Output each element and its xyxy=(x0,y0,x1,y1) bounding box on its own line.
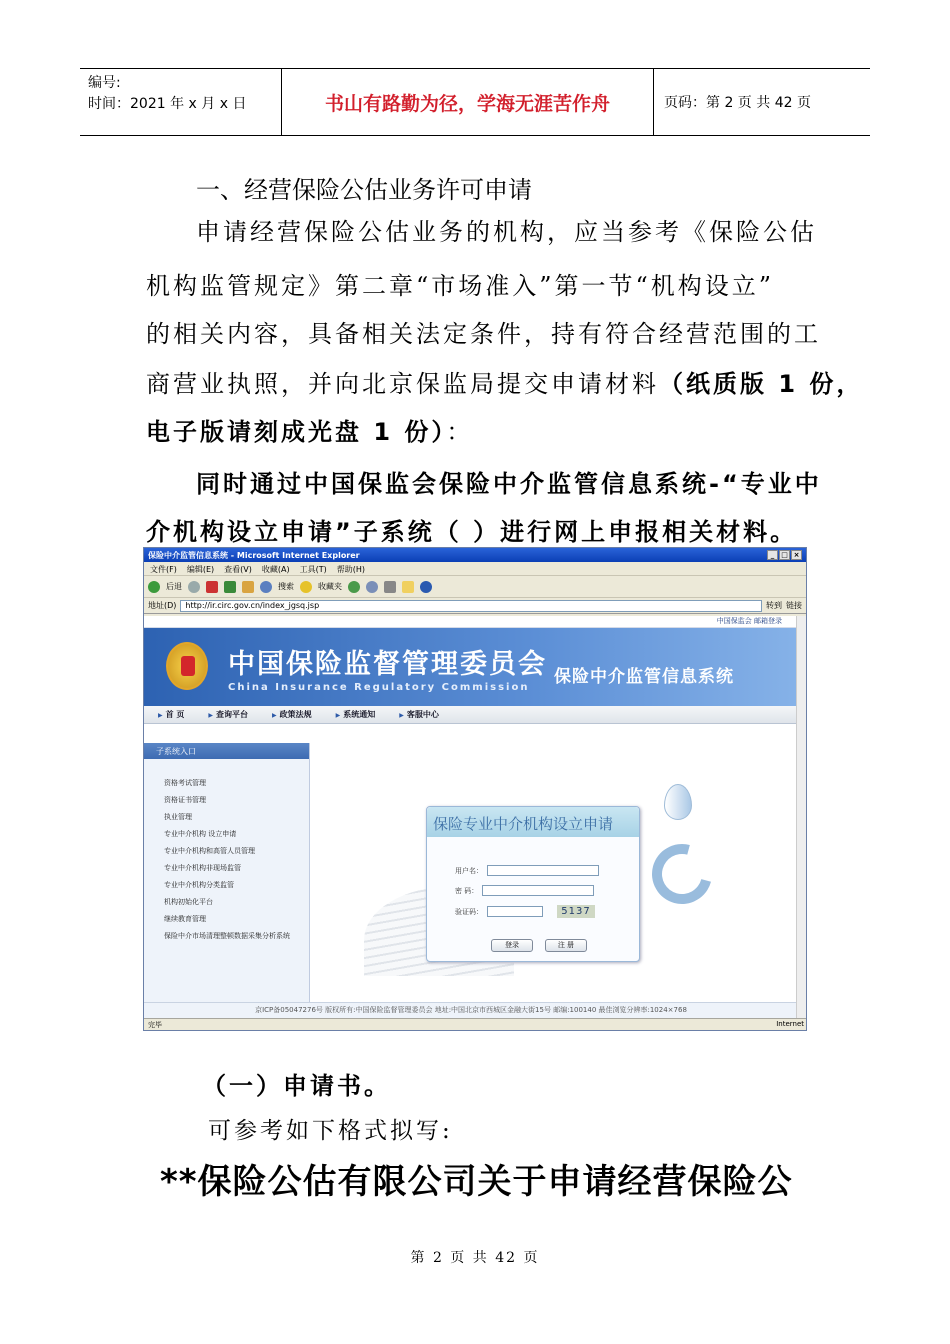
para2-line1: 同时通过中国保监会保险中介监管信息系统-“专业中 xyxy=(196,470,822,498)
login-button[interactable]: 登录 xyxy=(491,939,533,952)
links-label[interactable]: 链接 xyxy=(786,601,802,610)
username-input[interactable] xyxy=(487,865,599,876)
para1-line5-bold: 电子版请刻成光盘 1 份） xyxy=(146,418,447,446)
nav-service[interactable]: ▶ 客服中心 xyxy=(399,709,439,720)
national-emblem-icon xyxy=(166,642,208,690)
nav-notice[interactable]: ▶ 系统通知 xyxy=(336,709,376,720)
nav-home[interactable]: ▶ 首 页 xyxy=(158,709,184,720)
sidebar-item[interactable]: 资格证书管理 xyxy=(164,796,206,804)
address-bar xyxy=(144,598,806,614)
captcha-label: 验证码： xyxy=(455,907,483,916)
menu-bar xyxy=(144,562,806,576)
para1-line5 xyxy=(146,412,473,447)
maximize-icon[interactable]: □ xyxy=(779,550,790,560)
close-icon[interactable]: × xyxy=(791,550,802,560)
password-label: 密 码： xyxy=(455,886,479,895)
folder-icon[interactable] xyxy=(402,581,414,593)
status-text: 完毕 xyxy=(148,1021,162,1029)
para3: 可参考如下格式拟写: xyxy=(208,1118,453,1144)
top-links[interactable]: 中国保监会 邮箱登录 xyxy=(144,616,798,628)
page-header xyxy=(80,68,870,136)
window-controls xyxy=(766,550,802,560)
browser-statusbar xyxy=(144,1018,807,1030)
nav-query[interactable]: ▶ 查询平台 xyxy=(208,709,248,720)
sidebar-list xyxy=(144,759,309,945)
favorites-label[interactable]: 收藏夹 xyxy=(318,582,342,591)
sidebar-item[interactable]: 专业中介机构 设立申请 xyxy=(164,830,237,838)
menu-favorites[interactable]: 收藏(A) xyxy=(261,565,290,574)
balloon-icon xyxy=(664,784,692,820)
password-row xyxy=(455,885,594,896)
minimize-icon[interactable]: _ xyxy=(767,550,778,560)
history-icon[interactable] xyxy=(348,581,360,593)
status-zone: Internet xyxy=(776,1020,804,1028)
header-number: 编号: xyxy=(88,75,121,91)
header-motto: 书山有路勤为径，学海无涯苦作舟 xyxy=(282,69,654,135)
favorites-icon[interactable] xyxy=(300,581,312,593)
sidebar-item[interactable]: 继续教育管理 xyxy=(164,915,206,923)
site-banner xyxy=(144,628,798,706)
para1-line4 xyxy=(146,364,863,399)
ie-logo-icon xyxy=(641,833,723,915)
subsystem-sidebar xyxy=(144,743,310,1018)
page-viewport xyxy=(144,616,798,1018)
para1-line2: 机构监管规定》第二章“市场准入”第一节“机构设立” xyxy=(146,272,775,300)
browser-screenshot xyxy=(143,547,807,1031)
section-heading: 一、经营保险公估业务许可申请 xyxy=(196,176,532,204)
go-button[interactable]: 转到 xyxy=(766,601,782,610)
sidebar-item[interactable]: 资格考试管理 xyxy=(164,779,206,787)
mail-icon[interactable] xyxy=(366,581,378,593)
username-label: 用户名： xyxy=(455,866,483,875)
site-footer: 京ICP备05047276号 版权所有:中国保险监督管理委员会 地址:中国北京市西城区金融大街15号 邮编:100140 最佳浏览分辨率:1024×768 xyxy=(144,1002,798,1018)
sidebar-item[interactable]: 专业中介机构和高管人员管理 xyxy=(164,847,255,855)
page-scrollbar[interactable] xyxy=(796,616,806,1018)
login-panel xyxy=(426,806,640,962)
menu-file[interactable]: 文件(F) xyxy=(150,565,177,574)
forward-icon[interactable] xyxy=(188,581,200,593)
para2-line2: 介机构设立申请”子系统（ ）进行网上申报相关材料。 xyxy=(146,518,798,546)
sidebar-item[interactable]: 专业中介机构非现场监管 xyxy=(164,864,241,872)
search-icon[interactable] xyxy=(260,581,272,593)
header-meta xyxy=(80,69,282,135)
menu-edit[interactable]: 编辑(E) xyxy=(186,565,215,574)
nav-policy[interactable]: ▶ 政策法规 xyxy=(272,709,312,720)
banner-system-name: 保险中介监管信息系统 xyxy=(554,667,734,687)
banner-title-cn: 中国保险监督管理委员会 xyxy=(228,649,547,680)
search-label[interactable]: 搜索 xyxy=(278,582,294,591)
back-label[interactable]: 后退 xyxy=(166,582,182,591)
subsection-heading: （一）申请书。 xyxy=(202,1072,391,1100)
username-row xyxy=(455,865,599,876)
banner-title-en: China Insurance Regulatory Commission xyxy=(228,682,530,693)
header-time: 时间：2021 年 x 月 x 日 xyxy=(88,96,247,112)
para1-line1: 申请经营保险公估业务的机构，应当参考《保险公估 xyxy=(196,218,817,246)
back-icon[interactable] xyxy=(148,581,160,593)
browser-titlebar xyxy=(144,548,806,562)
menu-help[interactable]: 帮助(H) xyxy=(336,565,365,574)
site-nav xyxy=(144,706,798,724)
home-icon[interactable] xyxy=(242,581,254,593)
sidebar-item[interactable]: 执业管理 xyxy=(164,813,192,821)
menu-view[interactable]: 查看(V) xyxy=(224,565,252,574)
para1-line4-bold: （纸质版 1 份， xyxy=(659,370,864,398)
captcha-image: 5137 xyxy=(557,905,595,918)
para1-line5-tail: ： xyxy=(446,418,474,446)
header-page-info: 页码：第 2 页 共 42 页 xyxy=(664,95,811,111)
print-icon[interactable] xyxy=(384,581,396,593)
para1-line4-normal: 商营业执照，并向北京保监局提交申请材料 xyxy=(146,370,659,398)
bluetooth-icon[interactable] xyxy=(420,581,432,593)
page-footer: 第 2 页 共 42 页 xyxy=(410,1250,540,1266)
sidebar-item[interactable]: 机构初始化平台 xyxy=(164,898,213,906)
password-input[interactable] xyxy=(482,885,594,896)
refresh-icon[interactable] xyxy=(224,581,236,593)
browser-toolbar xyxy=(144,576,806,598)
big-title: **保险公估有限公司关于申请经营保险公 xyxy=(160,1162,793,1202)
address-label: 地址(D) xyxy=(148,601,177,610)
login-title: 保险专业中介机构设立申请 xyxy=(427,807,639,837)
window-title: 保险中介监管信息系统 - Microsoft Internet Explorer xyxy=(148,551,360,560)
sidebar-item[interactable]: 保险中介市场清理整顿数据采集分析系统 xyxy=(164,932,290,940)
captcha-input[interactable] xyxy=(487,906,543,917)
register-button[interactable]: 注 册 xyxy=(545,939,587,952)
sidebar-item[interactable]: 专业中介机构分类监管 xyxy=(164,881,234,889)
sidebar-title: 子系统入口 xyxy=(144,743,309,759)
menu-tools[interactable]: 工具(T) xyxy=(299,565,327,574)
address-input[interactable]: http://ir.circ.gov.cn/index_jgsq.jsp xyxy=(180,600,762,612)
stop-icon[interactable] xyxy=(206,581,218,593)
para1-line3: 的相关内容，具备相关法定条件，持有符合经营范围的工 xyxy=(146,320,821,348)
captcha-row xyxy=(455,905,595,918)
